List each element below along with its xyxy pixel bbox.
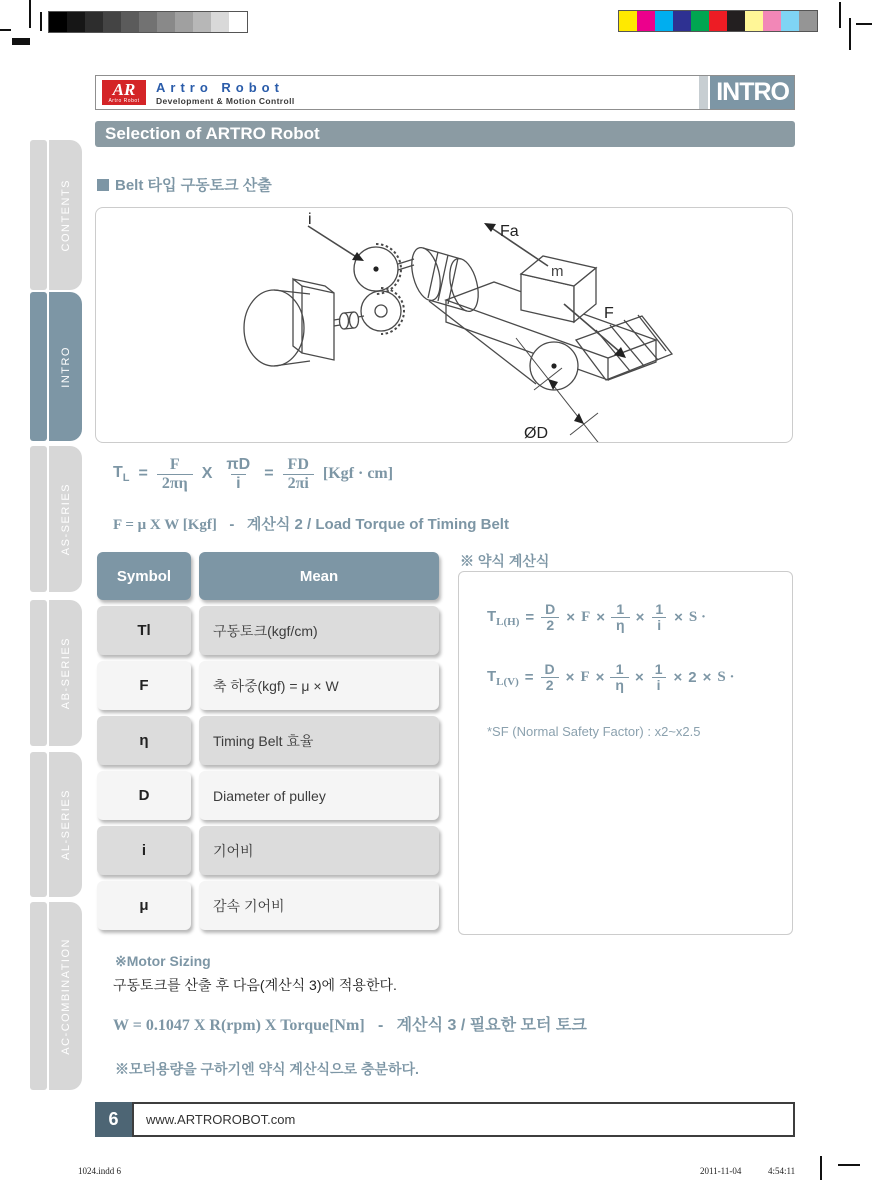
table-row: η Timing Belt 효율 [97,716,439,765]
badge-strip [699,76,708,109]
print-time: 4:54:11 [768,1166,796,1176]
table-row: Tl 구동토크(kgf/cm) [97,606,439,655]
company-logo [101,79,147,106]
diagram-label-force: F [604,305,614,322]
brand-name: Artro Robot [156,80,284,95]
motor-sizing-desc: 구동토크를 산출 후 다음(계산식 3)에 적용한다. [113,977,397,993]
motor-sizing-title: ※Motor Sizing [115,953,211,969]
crop-mark [29,0,31,28]
formula-horizontal-torque: $T_{L(H)}$ = $\frac{D}{2}$ × F × $\frac{1}{\eta}$ × $\frac{1}{i}$ × S · [487,601,706,634]
logo-small-text: Artro Robot [108,97,140,104]
crop-mark [838,1164,860,1166]
formula-load-torque: $T_L$ = $\frac{F}{2\pi\eta}$ X $\frac{\pi D}{i}$ = $\frac{FD}{2\pi i}$ [Kgf · cm] [113,456,394,492]
crop-mark [0,29,11,31]
sidebar-label: AB-SERIES [59,636,72,710]
diagram-label-mass: m [551,263,564,280]
table-row: i 기어비 [97,826,439,875]
print-date: 2011-11-04 [700,1166,742,1176]
page-number: 6 [95,1102,132,1137]
section-bullet-icon [97,179,109,191]
sidebar-item-as-series[interactable] [30,446,82,592]
sidebar-label: AL-SERIES [59,789,72,860]
table-row: D Diameter of pulley [97,771,439,820]
website-url[interactable]: www.ARTROROBOT.com [132,1102,795,1137]
sidebar-label: AS-SERIES [59,482,72,556]
col-header-symbol: Symbol [97,552,191,600]
shorthand-label: ※ 약식 계산식 [460,553,550,569]
page-title: Selection of ARTRO Robot [95,121,795,147]
diagram-label-gear-ratio: i [308,211,312,228]
section-heading-text: Belt 타입 구동토크 산출 [115,177,272,194]
belt-drive-diagram-panel [95,207,793,443]
brand-tagline: Development & Motion Controll [156,96,295,106]
sidebar-item-contents[interactable] [30,140,82,290]
symbol-table [97,552,439,936]
sidebar-item-al-series[interactable] [30,752,82,897]
shorthand-panel [458,571,793,935]
belt-drive-diagram [96,208,792,442]
crop-mark [856,23,872,25]
crop-mark [12,38,30,45]
sidebar-item-ab-series[interactable] [30,600,82,746]
sidebar-label: AC-COMBINATION [59,937,72,1055]
logo-initials: AR [112,79,136,99]
header [95,75,795,110]
badge-label: INTRO [710,76,794,109]
sidebar-item-ac-combination[interactable] [30,902,82,1090]
print-file-name: 1024.indd 6 [78,1166,122,1176]
sidebar-label: INTRO [59,345,72,388]
formula-motor-torque: W = 0.1047 X R(rpm) X Torque[Nm] - 계산식 3 / 필요한 모터 토크 [113,1017,587,1034]
chapter-badge [699,76,794,109]
motor-sizing-note: ※모터용량을 구하기엔 약식 계산식으로 충분하다. [115,1061,419,1077]
formula-vertical-torque: $T_{L(V)}$ = $\frac{D}{2}$ × F × $\frac{1}{\eta}$ × $\frac{1}{i}$ × 2 × S · [487,661,735,694]
formula-caption-2: F = μ X W [Kgf] - 계산식 2 / Load Torque of Timing Belt [113,516,509,533]
safety-factor-note: *SF (Normal Safety Factor) : x2~x2.5 [487,724,701,739]
sidebar-label: CONTENTS [59,178,72,252]
diagram-label-axial-force: Fa [500,223,519,240]
crop-mark [40,12,42,31]
sidebar-item-intro[interactable] [30,292,82,441]
crop-mark [839,2,841,28]
table-header-row [97,552,439,600]
grayscale-calibration-bar [48,11,248,33]
color-calibration-bar [618,10,818,32]
diagram-label-diameter: ØD [524,425,548,442]
table-row: μ 감속 기어비 [97,881,439,930]
crop-mark [820,1156,822,1180]
col-header-mean: Mean [199,552,439,600]
table-row: F 축 하중(kgf) = μ × W [97,661,439,710]
crop-mark [849,18,851,50]
section-heading [97,174,272,195]
